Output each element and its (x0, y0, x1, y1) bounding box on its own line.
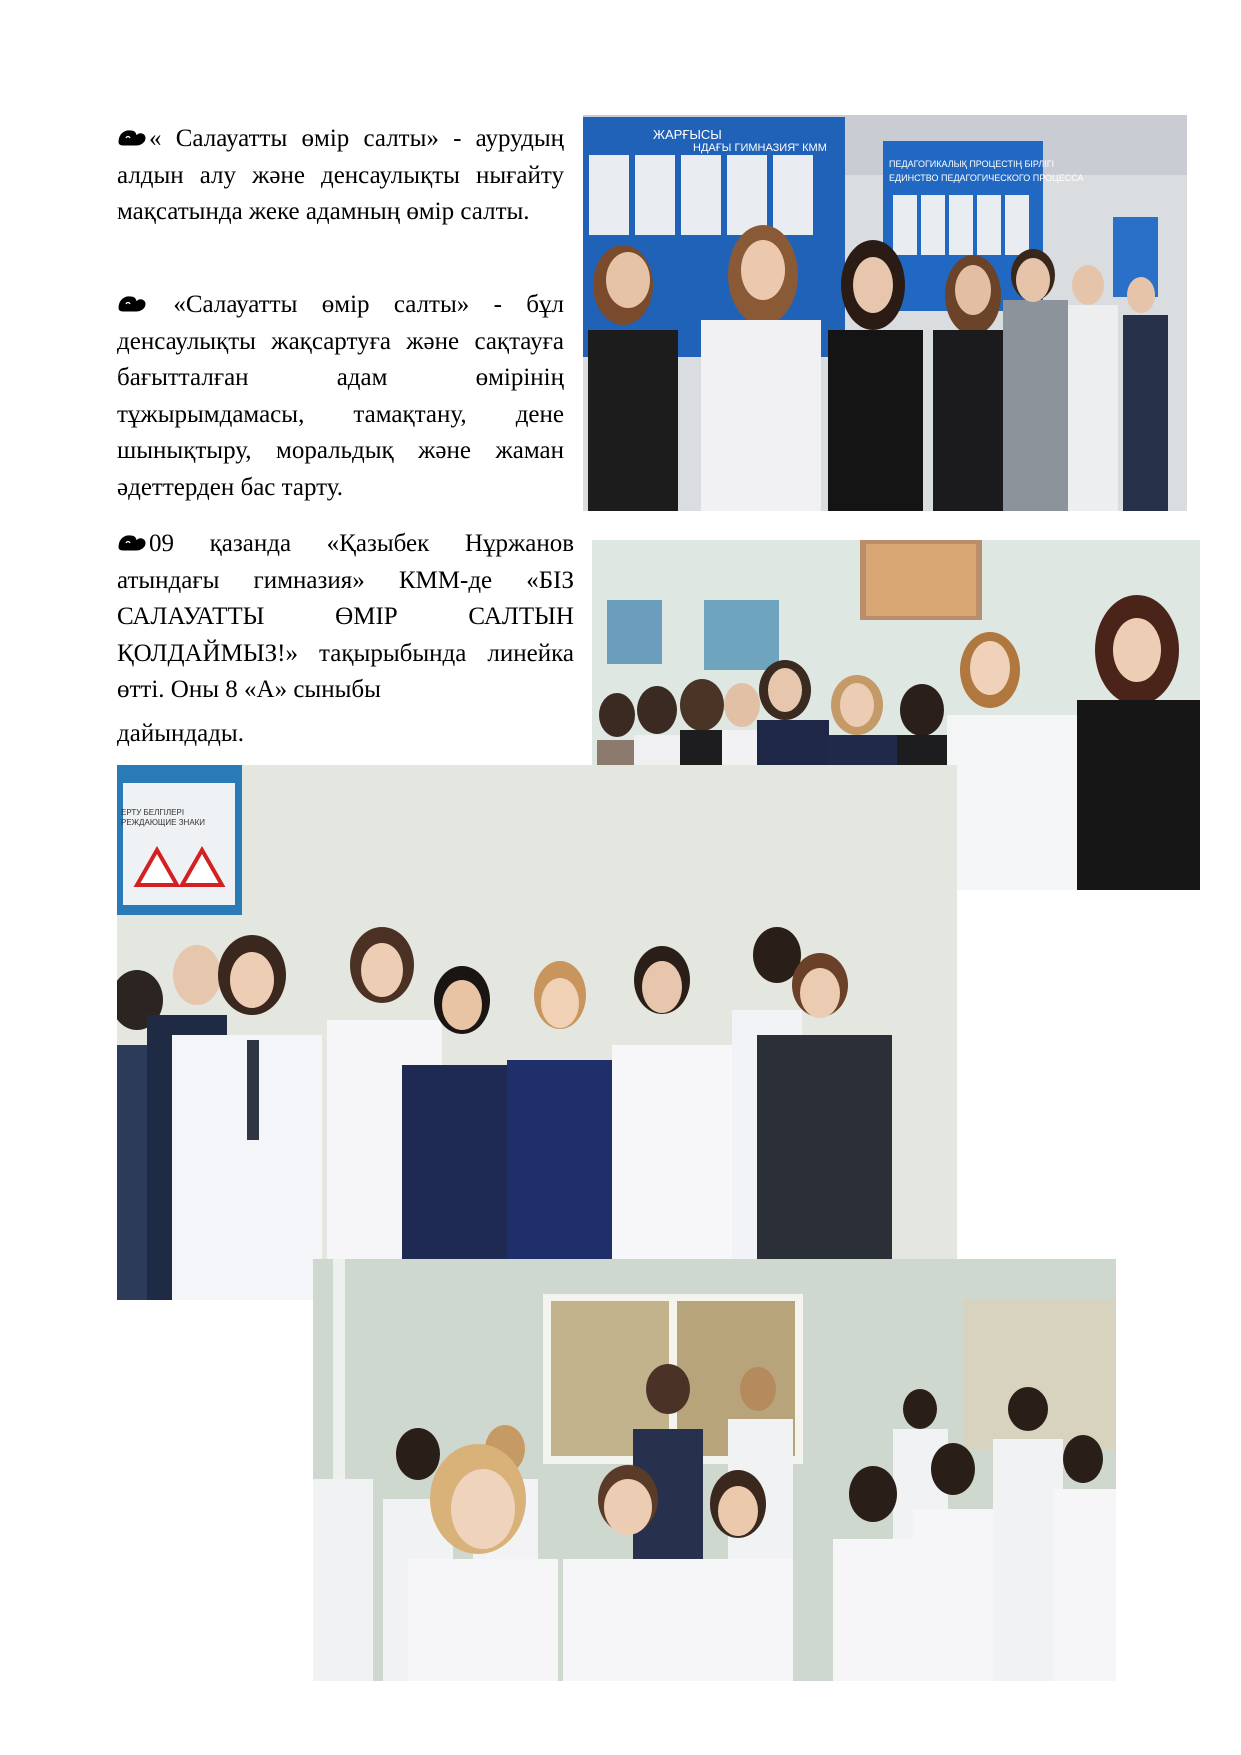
svg-text:ЕДИНСТВО ПЕДАГОГИЧЕСКОГО ПРОЦЕ: ЕДИНСТВО ПЕДАГОГИЧЕСКОГО ПРОЦЕССА (889, 173, 1084, 183)
svg-text:ЕРТУ БЕЛГІЛЕРІ: ЕРТУ БЕЛГІЛЕРІ (121, 808, 185, 817)
photo-pupils-anthem (117, 765, 957, 1300)
paragraph-1-text: « Салауатты өмір салты» - аурудың алдын алу және денсаулықты нығайту мақсатында жеке адамның өмір салты. (117, 125, 564, 225)
flexed-arm-icon (117, 294, 147, 314)
svg-text:РЕЖДАЮЩИЕ ЗНАКИ: РЕЖДАЮЩИЕ ЗНАКИ (121, 818, 206, 827)
paragraph-3-continuation: дайындады. (117, 720, 244, 747)
photo-students-hallway (583, 115, 1187, 511)
svg-text:НДАҒЫ ГИМНАЗИЯ" КММ: НДАҒЫ ГИМНАЗИЯ" КММ (693, 142, 827, 154)
photo-pupils-window (313, 1259, 1116, 1681)
paragraph-1 (117, 121, 564, 231)
svg-text:ПЕДАГОГИКАЛЫҚ ПРОЦЕСТІҢ БІРЛІГ: ПЕДАГОГИКАЛЫҚ ПРОЦЕСТІҢ БІРЛІГІ (889, 159, 1055, 169)
paragraph-2 (117, 287, 564, 506)
paragraph-3 (117, 526, 574, 709)
flexed-arm-icon (117, 128, 147, 148)
paragraph-3-text: 09 қазанда «Қазыбек Нұржанов атындағы гимназия» КММ-де «БІЗ САЛАУАТТЫ ӨМІР САЛТЫН ҚОЛДАЙМЫЗ!» тақырыбында линейка өтті. Оны 8 «А» сыныбы (117, 530, 574, 703)
paragraph-2-text: «Салауатты өмір салты» - бұл денсаулықты жақсартуға және сақтауға бағытталған адам өмірінің тұжырымдамасы, тамақтану, дене шынықтыру, моральдық және жаман әдеттерден бас тарту. (117, 291, 564, 501)
flexed-arm-icon (117, 533, 147, 553)
svg-text:ЖАРҒЫСЫ: ЖАРҒЫСЫ (653, 127, 722, 142)
